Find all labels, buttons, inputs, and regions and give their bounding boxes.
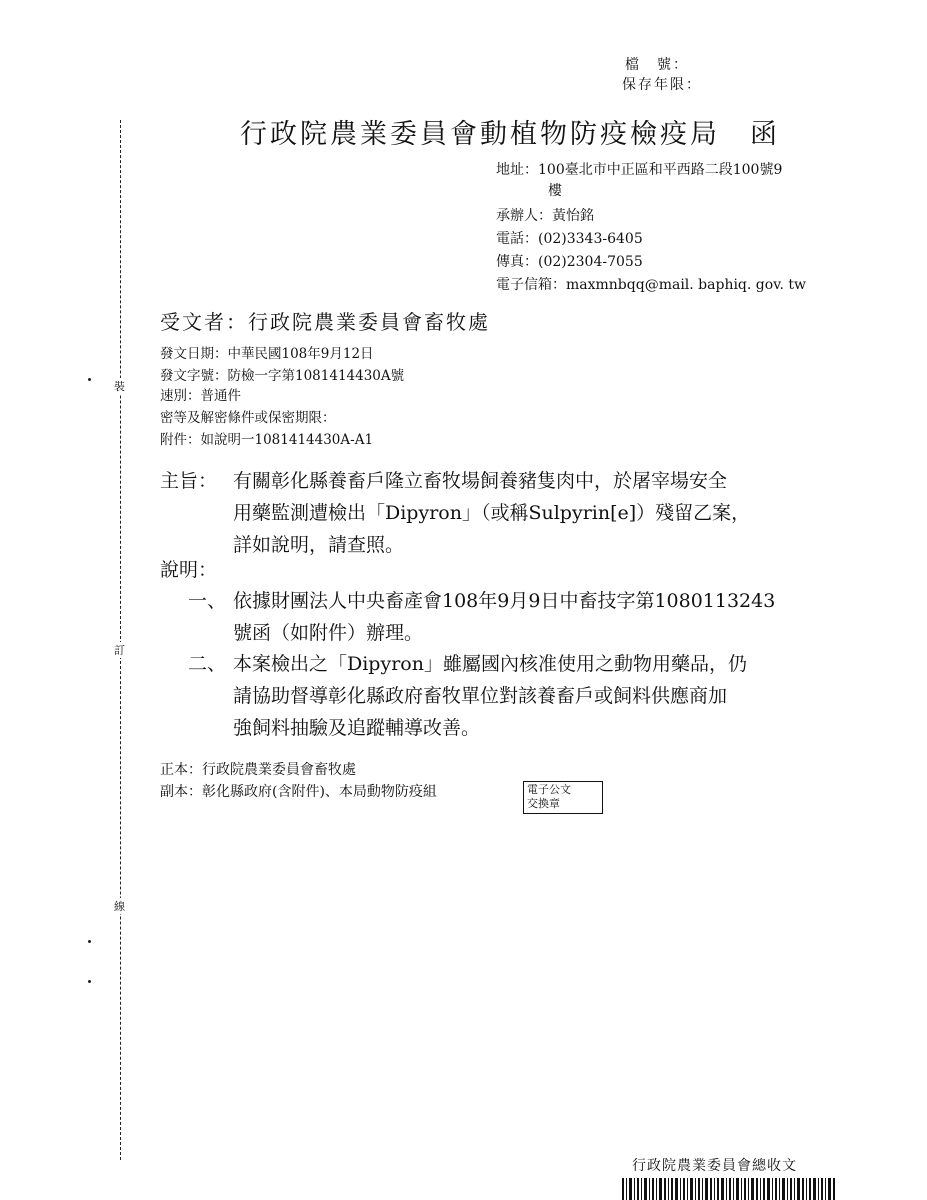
item-number: 二、: [188, 653, 227, 675]
punch-dot: [88, 980, 91, 983]
receipt-label: 行政院農業委員會總收文: [632, 1158, 797, 1174]
subject-label: 主旨：: [160, 470, 218, 492]
secrecy: 密等及解密條件或保密期限：: [160, 410, 336, 426]
punch-dot: [88, 940, 91, 943]
file-number-label: 檔 號：: [625, 57, 689, 73]
subject-line: 詳如說明，請查照。: [233, 534, 405, 556]
document-title: 行政院農業委員會動植物防疫檢疫局 函: [240, 119, 780, 150]
address-line: 地址：100臺北市中正區和平西路二段100號9: [496, 162, 783, 178]
explanation-line: 依據財團法人中央畜產會108年9月9日中畜技字第1080113243: [233, 590, 776, 612]
binding-line: [120, 120, 121, 1160]
stamp-line: 電子公文: [527, 783, 571, 796]
recipient: 受文者：行政院農業委員會畜牧處: [160, 310, 490, 334]
issue-info: [160, 344, 404, 450]
binding-mark: 訂: [114, 644, 125, 657]
exchange-stamp: [523, 781, 603, 814]
binding-mark: 裝: [114, 380, 125, 393]
explanation-label: 說明：: [160, 559, 218, 581]
cc-recipients: 副本：彰化縣政府(含附件)、本局動物防疫組: [160, 784, 437, 800]
punch-dot: [88, 378, 91, 381]
email: 電子信箱：maxmnbqq@mail. baphiq. gov. tw: [496, 277, 806, 293]
retention-period-label: 保存年限：: [622, 77, 702, 93]
doc-number: 發文字號：防檢一字第1081414430A號: [160, 368, 405, 384]
binding-mark: 線: [114, 900, 125, 913]
subject-line: 用藥監測遭檢出「Dipyron」（或稱Sulpyrin[e]）殘留乙案，: [233, 502, 751, 524]
main-recipient: 正本：行政院農業委員會畜牧處: [160, 762, 356, 778]
explanation-line: 本案檢出之「Dipyron」雖屬國內核准使用之動物用藥品，仍: [233, 653, 747, 675]
handler: 承辦人：黃怡銘: [496, 208, 594, 224]
fax: 傳真：(02)2304-7055: [496, 254, 643, 270]
speed: 速別：普通件: [160, 388, 241, 404]
subject-line: 有關彰化縣養畜戶隆立畜牧場飼養豬隻肉中，於屠宰場安全: [233, 470, 728, 492]
phone: 電話：(02)3343-6405: [496, 231, 643, 247]
contact-block: [496, 160, 806, 296]
address-line-cont: 樓: [548, 183, 562, 199]
explanation-line: 強飼料抽驗及追蹤輔導改善。: [233, 717, 481, 739]
barcode: [622, 1178, 837, 1200]
item-number: 一、: [188, 590, 227, 612]
attachment: 附件：如說明一1081414430A-A1: [160, 432, 374, 448]
stamp-line: 交換章: [527, 797, 560, 810]
explanation-line: 請協助督導彰化縣政府畜牧單位對該養畜戶或飼料供應商加: [233, 685, 728, 707]
explanation-line: 號函（如附件）辦理。: [233, 622, 424, 644]
issue-date: 發文日期：中華民國108年9月12日: [160, 346, 374, 362]
